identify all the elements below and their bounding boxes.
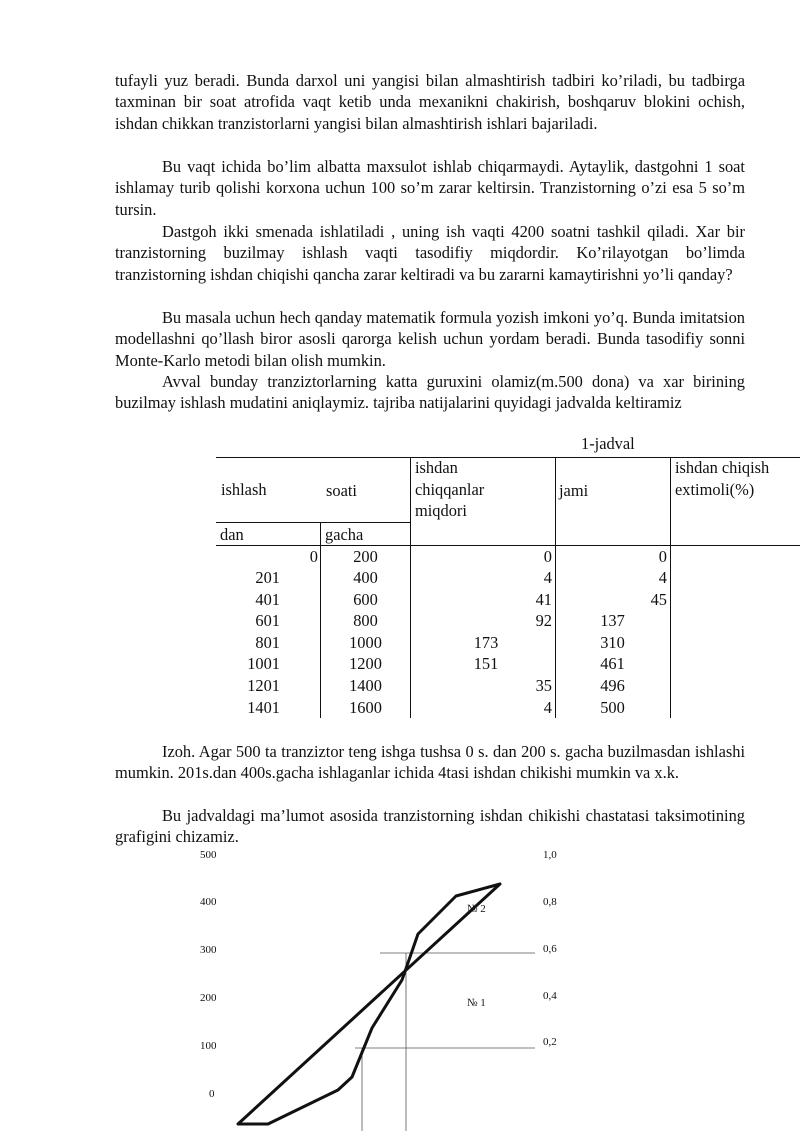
cell-total: 496: [600, 676, 625, 695]
header-prob-2: extimoli(%): [675, 480, 755, 499]
closing-paragraph: Bu jadvaldagi ma’lumot asosida tranzistorning ishdan chikishi chastatasi taksimotining grafigini chizamiz.: [115, 806, 745, 847]
cell-failed: 41: [535, 590, 552, 609]
left-tick-300: 300: [200, 944, 217, 956]
left-tick-200: 200: [200, 992, 217, 1004]
curve-2-label: № 2: [467, 903, 486, 915]
cell-to: 1400: [349, 676, 382, 695]
cell-total: 310: [600, 633, 625, 652]
cell-to: 400: [353, 568, 378, 587]
right-tick-1-0: 1,0: [543, 849, 557, 861]
cell-to: 200: [353, 547, 378, 566]
note-paragraph: Izoh. Agar 500 ta tranziztor teng ishga tushsa 0 s. dan 200 s. gacha buzilmasdan ishlashi mumkin. 201s.dan 400s.gacha ishlaganlar ichida 4tasi ishdan chikishi mumkin va x.k.: [115, 742, 745, 783]
left-tick-500: 500: [200, 849, 217, 861]
cell-total: 45: [650, 590, 667, 609]
cell-total: 4: [658, 568, 667, 587]
cell-from: 1401: [247, 698, 280, 717]
cell-from: 1001: [247, 654, 280, 673]
cell-total: 461: [600, 654, 625, 673]
cell-to: 1000: [349, 633, 382, 652]
right-tick-0-4: 0,4: [543, 990, 557, 1002]
cell-to: 1600: [349, 698, 382, 717]
header-total: jami: [559, 481, 589, 500]
left-tick-100: 100: [200, 1040, 217, 1052]
header-prob-1: ishdan chiqish: [675, 458, 770, 477]
paragraph-1: tufayli yuz beradi. Bunda darxol uni yangisi bilan almashtirish tadbiri ko’riladi, bu tadbirga taxminan bir soat atrofida vaqt ketib unda mexanikni chakirish, boshqaruv blokini ochish, ishdan chikkan tranzistorlarni yangisi bilan almashtirish ishlari bajariladi.: [115, 71, 745, 133]
header-failed-1: ishdan: [415, 458, 458, 477]
cell-from: 801: [255, 633, 280, 652]
cell-total: 500: [600, 698, 625, 717]
cell-to: 1200: [349, 654, 382, 673]
header-from: dan: [220, 525, 244, 544]
curve-1-label: № 1: [467, 997, 486, 1009]
cell-failed: 0: [543, 547, 552, 566]
curve-2: [238, 884, 500, 1124]
cell-failed: 35: [535, 676, 552, 695]
paragraph-3: Dastgoh ikki smenada ishlatiladi , uning ish vaqti 4200 soatni tashkil qiladi. Xar bir tranzistorning buzilmay ishlash vaqti tasodifiy miqdordir. Ko’rilayotgan bo’limda tranzistorning ishdan chiqishi qancha zarar keltiradi va bu zararni kamaytirishni yo’li qanday?: [115, 222, 745, 284]
header-failed-3: miqdori: [415, 501, 467, 520]
cell-failed: 151: [473, 654, 499, 673]
cell-from: 201: [255, 568, 280, 587]
paragraph-4: Bu masala uchun hech qanday matematik formula yozish imkoni yo’q. Bunda imitatsion modellashni qo’llash biror asosli qarorga kelish uchun yordam beradi. Bunda tasodifiy sonni Monte-Karlo metodi bilan olish mumkin.: [115, 308, 745, 370]
cell-from: 401: [255, 590, 280, 609]
cell-from: 1201: [247, 676, 280, 695]
header-failed-2: chiqqanlar: [415, 480, 485, 499]
cell-failed: 92: [535, 611, 552, 630]
left-tick-0: 0: [209, 1088, 215, 1100]
right-tick-0-2: 0,2: [543, 1036, 557, 1048]
paragraph-2: Bu vaqt ichida bo’lim albatta maxsulot ishlab chiqarmaydi. Aytaylik, dastgohni 1 soat ishlamay turib qolishi korxona uchun 100 so’m zarar keltirsin. Tranzistorning o’zi esa 5 so’m tursin.: [115, 157, 745, 219]
left-tick-400: 400: [200, 896, 217, 908]
cell-from: 0: [309, 547, 318, 566]
cell-from: 601: [255, 611, 280, 630]
right-tick-0-8: 0,8: [543, 896, 557, 908]
cell-total: 137: [600, 611, 625, 630]
cell-failed: 173: [473, 633, 499, 652]
cell-failed: 4: [543, 568, 552, 587]
table-caption: 1-jadval: [581, 434, 635, 453]
cell-total: 0: [658, 547, 667, 566]
right-tick-0-6: 0,6: [543, 943, 557, 955]
header-to: gacha: [325, 525, 364, 544]
cell-to: 600: [353, 590, 378, 609]
header-ishlash: ishlash: [221, 480, 267, 499]
header-soati: soati: [326, 481, 357, 500]
paragraph-5: Avval bunday tranziztorlarning katta guruxini olamiz(m.500 dona) va xar birining buzilmay ishlash mudatini aniqlaymiz. tajriba natijalarini quyidagi jadvalda keltiramiz: [115, 372, 745, 413]
cell-to: 800: [353, 611, 378, 630]
cell-failed: 4: [543, 698, 552, 717]
